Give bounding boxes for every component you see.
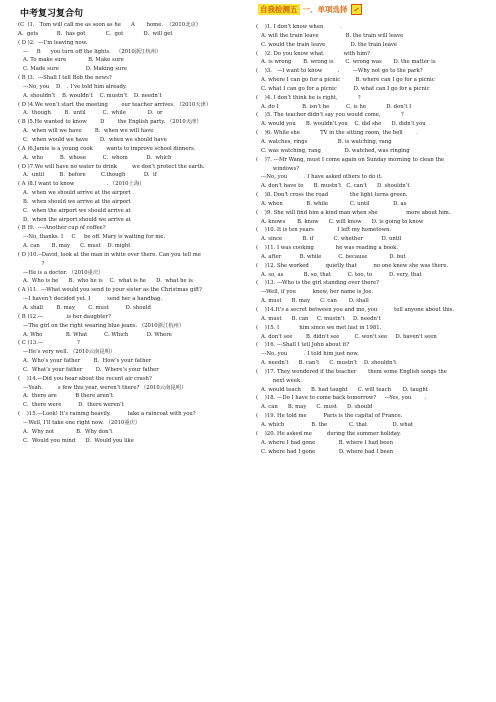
question-line: ( D )4.We won’t start the meeting our teacher arrives. （2010天津） <box>18 101 212 108</box>
question-line: ( D )10.--David, look at the man in white over there. Can you tell me <box>18 251 201 258</box>
test-question-line: A. would teach B. had taught C. will teach D. taught <box>256 386 428 393</box>
question-line: C. What’s your father D. Where’s your father <box>18 366 159 373</box>
test-question-line: ( )12. She worked quietly that no one knew she was there. <box>256 262 449 269</box>
test-question-line: ( )2. Do you know what with him? <box>256 50 370 57</box>
test-question-line: A. knows B. know C. will know D. is going to know <box>256 218 424 225</box>
question-line: — B you turn off the lights. （2010浙江杭州） <box>18 48 162 55</box>
question-line: A. Who B. What C. Which D. Where <box>18 331 172 338</box>
page-title: 中考复习复合句 <box>20 9 84 19</box>
question-line: A. when will we have B. when we will have <box>18 128 154 135</box>
question-line: C. Made sure D. Making sure <box>18 66 128 73</box>
question-line: A. gets B. has got C. got D. will get <box>18 30 173 37</box>
question-line: A. To make sure B. Make sure <box>18 57 124 64</box>
test-question-line: ( )3. —I want to know . —Why not go to the park? <box>256 68 423 75</box>
question-line: ( A )11. ---What would you send to your sister as the Christmas gift? <box>18 287 203 294</box>
question-line: ---No, thanks. I C be off. Mary is waiting for me. <box>18 234 166 241</box>
question-line: ( A )6.Jamie is a young cook wants to improve school dinners. <box>18 145 196 152</box>
test-question-line: windows? <box>256 165 300 172</box>
question-line: A. who B. whose C. whom D. which <box>18 154 172 161</box>
question-line: ( B )5.He wanted to know D the English party. （2010天津） <box>18 119 202 126</box>
test-question-line: ( )6. While she TV in the sitting room, the bell . <box>256 130 418 137</box>
question-line: ( )14.—Did you hear about the recent air crash? <box>18 375 152 382</box>
test-question-line: ( )20. He asked me during the summer holiday. <box>256 430 401 437</box>
test-question-line: A. is wrong B. wrong is C. wrong was D. the matter is <box>256 59 436 66</box>
question-line: A. Who is he B. who he is C. what is he D. what he is <box>18 278 193 285</box>
question-line: (C )1. Tom will call me as soon as he A home. （2010北京） <box>18 22 202 28</box>
question-line: D. when the airport should we arrive at <box>18 216 131 223</box>
answered-questions-column <box>18 21 242 446</box>
question-line: A. though B. until C. while D. or <box>18 110 163 117</box>
pencil-icon <box>351 4 362 15</box>
question-line: ---No, you D . I’ve told him already. <box>18 83 127 90</box>
test-question-line: A. after B. while C. because D. but <box>256 253 406 260</box>
test-question-line: A. so, as B. so, that C. too, to D. very, that <box>256 271 422 278</box>
question-line: C. there were D. there weren’t <box>18 402 124 409</box>
question-line: ( C )13.— ? <box>18 340 80 347</box>
section-heading <box>258 4 362 15</box>
question-line: A. Why not B. Why don’t <box>18 428 113 435</box>
question-line: —The girl on the right wearing blue jeans. （2010浙江杭州） <box>18 322 185 329</box>
question-line: B. when should we arrive at the airport <box>18 198 131 205</box>
test-question-line: ( )18. ---Do I have to come back tomorrow? ---Yes, you . <box>256 395 427 402</box>
test-question-line: A. where I had gone B. where I had been <box>256 439 393 446</box>
test-question-line: ( )19. He told me Paris is the capital of France. <box>256 413 403 420</box>
question-line: ? <box>18 260 45 267</box>
test-question-line: A. would you B. wouldn’t you C. did she D. didn’t you <box>256 121 426 128</box>
question-line: ( D )7.We will have no water to drink we don’t protect the earth. <box>18 163 205 170</box>
test-question-line: A. which B. the C. that D. what <box>256 421 413 428</box>
test-question-line: A. since B. if C. whether D. until <box>256 236 402 243</box>
test-question-line: ( )14.It’s a secret between you and me, you tell anyone about this. <box>256 307 455 313</box>
test-question-line: ( )4. I don’t think he is right, ? <box>256 94 361 101</box>
question-line: A. there are B there aren’t <box>18 393 113 400</box>
question-line: A. until B. before C.though D. if <box>18 172 157 179</box>
test-question-line: A. can B. may C. must D. should <box>256 404 373 411</box>
self-test-questions-column <box>256 23 480 456</box>
test-question-line: C. what I can go for a picnic D. what can I go for a picnic <box>256 85 430 92</box>
test-question-line: ( )13. ---Who is the girl standing over there? <box>256 280 379 287</box>
question-line: C. when the airport we should arrive at <box>18 207 131 214</box>
question-line: A. can B. may C. must D. might <box>18 243 131 250</box>
test-question-line: ( )16. ---Shall I tell John about it? <box>256 342 350 349</box>
test-question-line: A. don’t have to B. mustn’t C. can’t D. shouldn’t <box>256 183 410 190</box>
test-question-line: A. needn’t B. can’t C. mustn’t D. shouldn’t <box>256 360 397 367</box>
test-question-line: A. must B. may C. can D. shall <box>256 298 369 305</box>
question-line: ( B )12.— is her daughter? <box>18 313 111 320</box>
question-line: A. shouldn’t B. wouldn’t C. mustn’t D. needn’t <box>18 92 162 99</box>
test-question-line: ( )9. She will find him a kind man when she more about him. <box>256 209 451 216</box>
test-question-line: ( )11. I was cooking he was reading a book. <box>256 245 399 252</box>
question-line: ---I haven’t decided yet. I send her a handbag. <box>18 296 163 303</box>
question-line: ( D )2. —I’m leaving now. <box>18 39 88 46</box>
question-line: ( B )9. ----Another cup of coffee? <box>18 225 106 232</box>
test-question-line: ( )10. It is ten years I left my hometown. <box>256 227 392 234</box>
question-line: ( A )8.I want to know . （2010上海） <box>18 181 145 188</box>
test-question-line: ( )15. I him since we met last in 1981. <box>256 324 382 331</box>
test-question-line: ---No, you . I told him just now. <box>256 351 359 358</box>
question-line: C. Would you mind D. Would you like <box>18 437 134 444</box>
test-question-line: next week. <box>256 377 302 384</box>
test-question-line: C. would the train leave D. the train leave <box>256 41 398 48</box>
question-line: —He is a doctor. （2010重庆） <box>18 269 104 276</box>
question-line: C. when would we have D. when we should have <box>18 136 167 143</box>
question-line: ( )15.—Look! It’s raining heavily. take a raincoat with you? <box>18 411 196 418</box>
question-line: A. Who’s your father B. How’s your father <box>18 358 152 365</box>
question-line: —He’s very well. （2010云南昆明） <box>18 349 116 356</box>
question-line: —Well, I’ll take one right now. （2010重庆） <box>18 419 141 426</box>
test-question-line: A. do I B. isn’t he C. is he D. don’t I <box>256 103 412 110</box>
test-question-line: ---Well, if you knew, her name is Joe. <box>256 289 374 296</box>
test-question-line: ( )17. They wondered if the teacher them some English songs the <box>256 368 447 375</box>
test-question-line: ( )8. Don't cross the road the light turns green. <box>256 192 408 199</box>
question-line: A. shall B. may C. must D. should <box>18 305 151 311</box>
question-line: —Yeah. s few this year, weren’t there? （2010云南昆明） <box>18 384 187 391</box>
section-label: 一、单项选择 <box>302 5 348 14</box>
self-test-label: 自我检测五 <box>260 5 298 14</box>
question-line: ( B )3. ---Shall I tell Bob the news? <box>18 75 112 82</box>
test-question-line: C. was watching, rang D. watched, was ringing <box>256 147 410 154</box>
test-question-line: A. must B. can C. mustn’t D. needn’t <box>256 315 381 322</box>
test-question-line: A. will the train leave B. the train will leave <box>256 32 404 39</box>
test-question-line: ( )7. ---Mr Wang, must I come again on Sunday morning to clean the <box>256 156 445 163</box>
test-question-line: A. where I can go for a picnic B. where can I go for a picnic <box>256 77 435 84</box>
test-question-line: C. where had I gone D. where had I been <box>256 448 394 455</box>
test-question-line: A. don't see B. didn't see C. won't see D. haven't seen <box>256 333 437 340</box>
test-question-line: ---No, you . I have asked others to do it. <box>256 174 383 181</box>
test-question-line: ( )1. I don’t know when . <box>256 24 342 30</box>
question-line: A. when we should arrive at the airport <box>18 190 131 197</box>
test-question-line: ( )5. The teacher didn’t say you would come, ? <box>256 112 404 119</box>
test-question-line: A. when B. while C. until D. as <box>256 200 407 207</box>
test-question-line: A. watches, rings B. is watching, rang <box>256 138 392 145</box>
